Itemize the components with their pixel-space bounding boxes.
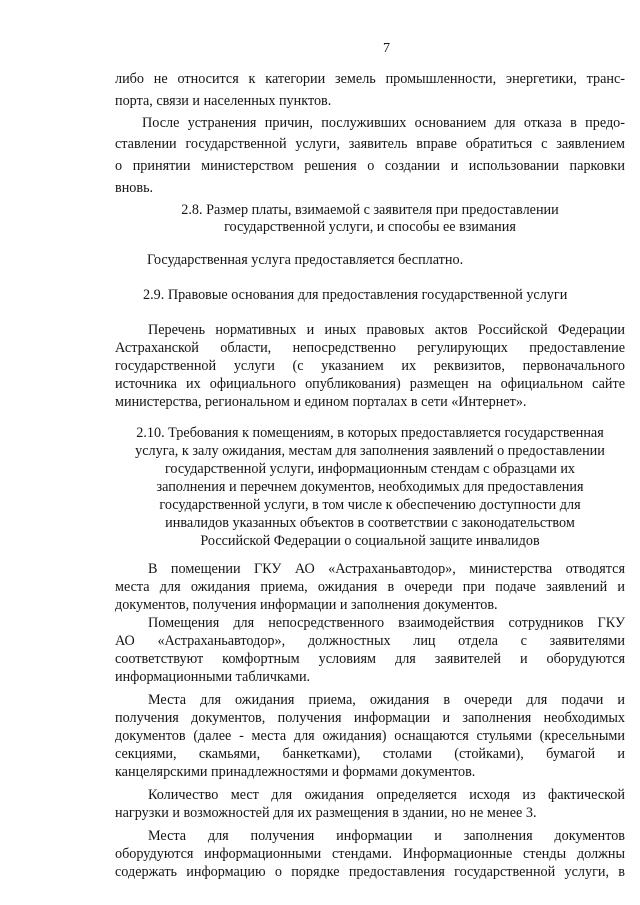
text-line: Государственная услуга предоставляется бесплатно. [147, 252, 464, 268]
text-line: 2.9. Правовые основания для предоставления государственной услуги [143, 287, 568, 303]
text-line: АО «Астраханьавтодор», должностных лиц отдела с заявителями [115, 633, 625, 649]
text-line: соответствуют комфортным условиям для заявителей и оборудуются [115, 651, 625, 667]
text-line: заполнения и перечнем документов, необходимых для предоставления [156, 479, 584, 495]
text-line: 2.10. Требования к помещениям, в которых предоставляется государственная [136, 425, 604, 441]
text-line: министерства, региональном и едином порталах в сети «Интернет». [115, 394, 527, 410]
text-line: получения документов, получения информации и заполнения необходимых [115, 710, 625, 726]
text-line: нагрузки и возможностей для их размещения в здании, но не менее 3. [115, 805, 537, 821]
text-line: государственной услуги, и способы ее взимания [224, 219, 516, 235]
text-line: информационными табличками. [115, 669, 311, 685]
text-line: о принятии министерством решения о создании и использовании парковки [115, 158, 625, 174]
text-line: документов (далее - места для ожидания) оснащаются стульями (кресельными [115, 728, 625, 744]
page-number: 7 [383, 41, 390, 56]
text-line: Места для получения информации и заполнения документов [148, 828, 625, 844]
text-line: В помещении ГКУ АО «Астраханьавтодор», министерства отводятся [148, 561, 625, 577]
text-line: государственной услуги, информационным стендам с образцами их [164, 461, 576, 477]
text-line: услуга, к залу ожидания, местам для заполнения заявлений о предоставлении [135, 443, 605, 459]
text-line: государственной услуги (с указанием их реквизитов, первоначального [115, 358, 625, 374]
text-line: канцелярскими принадлежностями и формами документов. [115, 764, 476, 780]
text-line: Места для ожидания приема, ожидания в очереди для подачи и [148, 692, 625, 708]
text-line: документов, получения информации и заполнения документов. [115, 597, 498, 613]
text-line: порта, связи и населенных пунктов. [115, 93, 332, 109]
text-line: После устранения причин, послуживших основанием для отказа в предо- [142, 115, 625, 131]
text-line: места для ожидания приема, ожидания в очереди при подаче заявлений и [115, 579, 625, 595]
text-line: Российской Федерации о социальной защите инвалидов [200, 533, 540, 549]
text-line: 2.8. Размер платы, взимаемой с заявителя при предоставлении [181, 202, 559, 218]
text-line: ставлении государственной услуги, заявитель вправе обратиться с заявлением [115, 136, 625, 152]
text-line: секциями, скамьями, банкетками), столами (стойками), бумагой и [115, 746, 625, 762]
text-line: Помещения для непосредственного взаимодействия сотрудников ГКУ [148, 615, 625, 631]
text-line: либо не относится к категории земель промышленности, энергетики, транс- [115, 71, 625, 87]
text-line: государственной услуги, в том числе к обеспечению доступности для [159, 497, 581, 513]
text-line: вновь. [115, 180, 154, 196]
text-line: источника их официального опубликования) размещен на официальном сайте [115, 376, 625, 392]
text-line: Астраханской области, непосредственно регулирующих предоставление [115, 340, 625, 356]
text-line: оборудуются информационными стендами. Информационные стенды должны [115, 846, 625, 862]
text-line: Количество мест для ожидания определяется исходя из фактической [148, 787, 625, 803]
text-line: Перечень нормативных и иных правовых актов Российской Федерации [148, 322, 625, 338]
text-line: содержать информацию о порядке предоставления государственной услуги, в [115, 864, 625, 880]
text-line: инвалидов указанных объектов в соответствии с законодательством [165, 515, 575, 531]
